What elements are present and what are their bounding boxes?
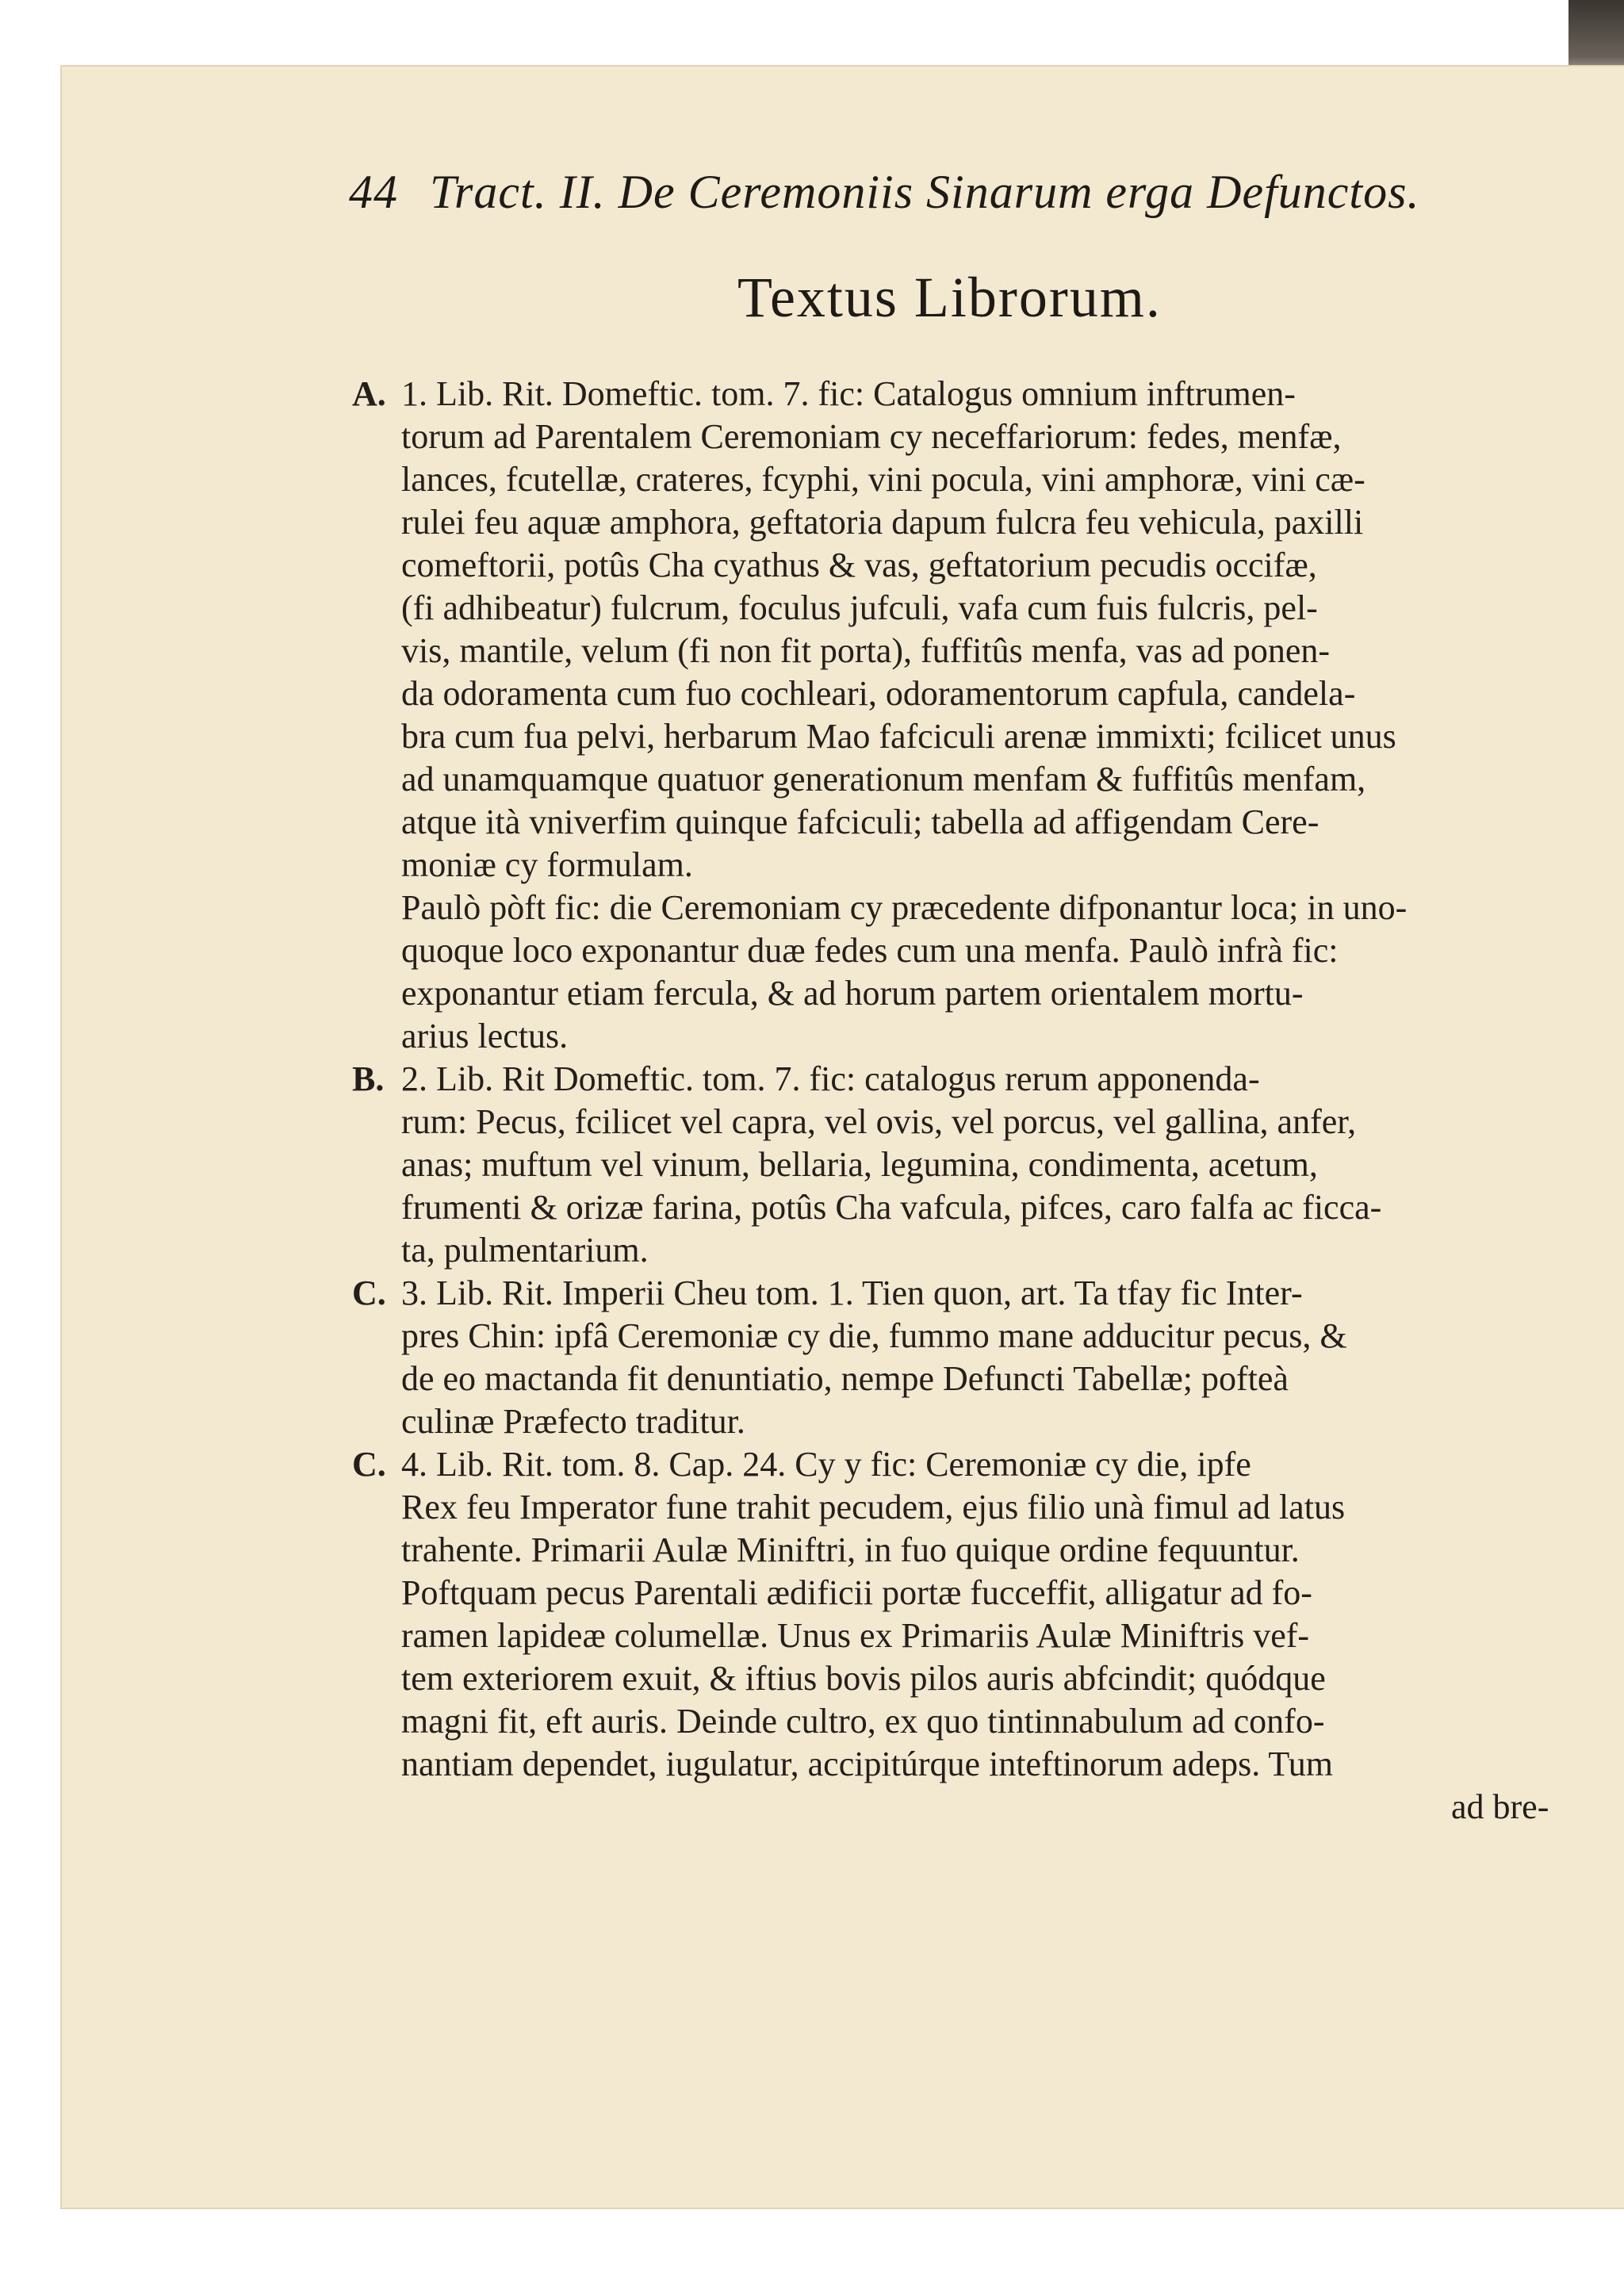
text-line xyxy=(401,544,1317,587)
text-line xyxy=(401,972,1303,1015)
line-text: anas; muftum vel vinum, bellaria, legumina, condimenta, acetum, xyxy=(401,1145,1318,1184)
paragraph-marker: C. xyxy=(352,1274,386,1312)
text-line xyxy=(401,929,1339,972)
line-text: arius lectus. xyxy=(401,1017,569,1055)
line-text: moniæ cy formulam. xyxy=(401,845,693,884)
text-line xyxy=(401,501,1363,544)
text-line xyxy=(401,1657,1326,1700)
line-text: Paulò pòft fic: die Ceremoniam cy præcedente difponantur loca; in uno- xyxy=(401,888,1408,927)
line-text: torum ad Parentalem Ceremoniam cy neceffariorum: fedes, menfæ, xyxy=(401,417,1342,456)
text-line xyxy=(401,1486,1345,1529)
text-line xyxy=(401,1700,1324,1743)
text-line xyxy=(401,1101,1356,1143)
text-line xyxy=(352,1443,1251,1486)
line-text: (fi adhibeatur) fulcrum, foculus jufculi, vafa cum fuis fulcris, pel- xyxy=(401,588,1318,627)
text-line xyxy=(401,1143,1318,1186)
line-text: ta, pulmentarium. xyxy=(401,1231,649,1270)
paragraph-marker: A. xyxy=(352,374,386,413)
paragraph-marker: B. xyxy=(352,1059,385,1098)
text-line xyxy=(401,758,1365,801)
text-line xyxy=(401,458,1365,501)
text-line xyxy=(401,1529,1300,1572)
text-line xyxy=(401,630,1330,672)
text-line xyxy=(352,373,1296,416)
line-text: exponantur etiam fercula, & ad horum partem orientalem mortu- xyxy=(401,974,1304,1013)
line-text: trahente. Primarii Aulæ Miniftri, in fuo quique ordine fequuntur. xyxy=(401,1530,1300,1569)
text-line xyxy=(401,1400,745,1443)
line-text: Rex feu Imperator fune trahit pecudem, ejus filio unà fimul ad latus xyxy=(401,1488,1346,1526)
text-line xyxy=(401,1315,1347,1358)
text-line xyxy=(401,1572,1312,1614)
line-text: comeftorii, potûs Cha cyathus & vas, geftatorium pecudis occifæ, xyxy=(401,546,1317,584)
line-text: bra cum fua pelvi, herbarum Mao fafciculi arenæ immixti; fcilicet unus xyxy=(401,717,1396,756)
line-text: de eo mactanda fit denuntiatio, nempe Defuncti Tabellæ; pofteà xyxy=(401,1359,1289,1398)
line-text: ramen lapideæ columellæ. Unus ex Primariis Aulæ Miniftris vef- xyxy=(401,1616,1310,1655)
line-text: culinæ Præfecto traditur. xyxy=(401,1402,745,1441)
line-text: frumenti & orizæ farina, potûs Cha vafcula, pifces, caro falfa ac ficca- xyxy=(401,1188,1382,1227)
section-title: Textus Librorum. xyxy=(737,266,1162,329)
line-text: pres Chin: ipfâ Ceremoniæ cy die, fummo mane adducitur pecus, & xyxy=(401,1316,1347,1355)
text-line xyxy=(401,416,1342,458)
text-line xyxy=(401,1358,1289,1400)
line-text: quoque loco exponantur duæ fedes cum una menfa. Paulò infrà fic: xyxy=(401,931,1339,970)
catchword: ad bre- xyxy=(1451,1787,1549,1826)
running-title: Tract. II. De Ceremoniis Sinarum erga Defunctos. xyxy=(430,166,1420,218)
line-text: atque ità vniverfim quinque fafciculi; tabella ad affigendam Cere- xyxy=(401,802,1320,841)
line-text: 3. Lib. Rit. Imperii Cheu tom. 1. Tien quon, art. Ta tfay fic Inter- xyxy=(401,1274,1303,1312)
line-text: rum: Pecus, fcilicet vel capra, vel ovis, vel porcus, vel gallina, anfer, xyxy=(401,1102,1357,1141)
line-text: 1. Lib. Rit. Domeftic. tom. 7. fic: Catalogus omnium inftrumen- xyxy=(401,374,1296,413)
text-line xyxy=(401,715,1396,758)
page-number: 44 xyxy=(349,166,398,218)
paragraph-marker: C. xyxy=(352,1445,386,1484)
line-text: Poftquam pecus Parentali ædificii portæ fucceffit, alligatur ad fo- xyxy=(401,1573,1312,1612)
line-text: vis, mantile, velum (fi non fit porta), fuffitûs menfa, vas ad ponen- xyxy=(401,631,1331,670)
line-text: tem exteriorem exuit, & iftius bovis pilos auris abfcindit; quódque xyxy=(401,1659,1326,1698)
running-header xyxy=(349,165,1586,220)
text-line xyxy=(401,1743,1333,1786)
line-text: magni fit, eft auris. Deinde cultro, ex quo tintinnabulum ad confo- xyxy=(401,1702,1325,1741)
line-text: da odoramenta cum fuo cochleari, odoramentorum capfula, candela- xyxy=(401,674,1356,713)
line-text: 4. Lib. Rit. tom. 8. Cap. 24. Cy y fic: Ceremoniæ cy die, ipfe xyxy=(401,1445,1251,1484)
line-text: rulei feu aquæ amphora, geftatoria dapum fulcra feu vehicula, paxilli xyxy=(401,503,1364,542)
text-line xyxy=(401,587,1318,630)
text-line xyxy=(401,1186,1381,1229)
text-line xyxy=(352,1058,1260,1101)
text-line xyxy=(401,1614,1309,1657)
text-line xyxy=(352,1272,1303,1315)
line-text: nantiam dependet, iugulatur, accipitúrque inteftinorum adeps. Tum xyxy=(401,1745,1333,1783)
text-line xyxy=(401,887,1407,929)
line-text: ad unamquamque quatuor generationum menfam & fuffitûs menfam, xyxy=(401,760,1366,799)
text-line xyxy=(401,672,1355,715)
text-line xyxy=(401,844,693,887)
line-text: 2. Lib. Rit Domeftic. tom. 7. fic: catalogus rerum apponenda- xyxy=(401,1059,1260,1098)
text-line xyxy=(401,801,1319,844)
text-line xyxy=(401,1015,568,1058)
line-text: lances, fcutellæ, crateres, fcyphi, vini pocula, vini amphoræ, vini cæ- xyxy=(401,460,1365,499)
text-line xyxy=(401,1229,649,1272)
